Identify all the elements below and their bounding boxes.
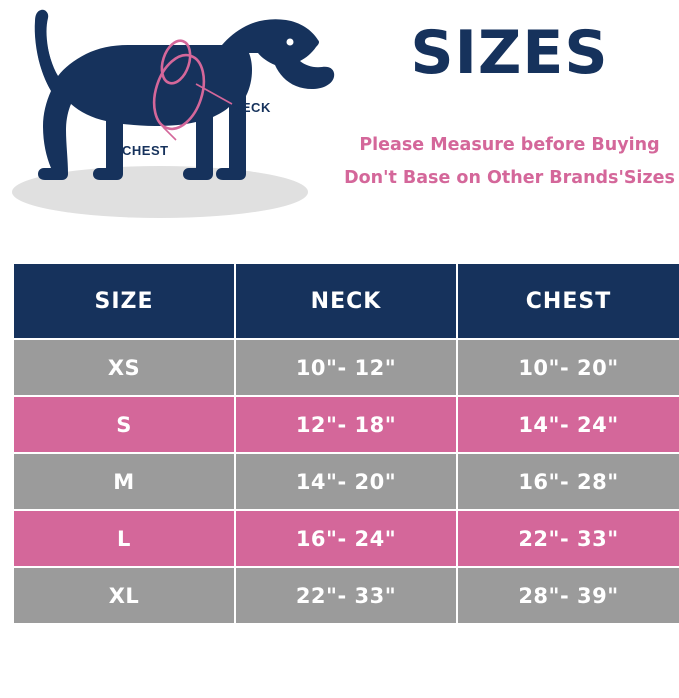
- table-row: [13, 453, 679, 510]
- heading-block: [340, 0, 679, 258]
- header-size: SIZE: [13, 263, 235, 339]
- cell-neck: 10"- 12": [235, 339, 457, 396]
- table-body: [13, 339, 679, 624]
- cell-size: XL: [13, 567, 235, 624]
- cell-neck: 14"- 20": [235, 453, 457, 510]
- dog-silhouette: [35, 10, 334, 180]
- cell-neck: 12"- 18": [235, 396, 457, 453]
- table-row: [13, 567, 679, 624]
- top-section: [0, 0, 679, 258]
- cell-size: S: [13, 396, 235, 453]
- table-header: [13, 263, 679, 339]
- table-row: [13, 510, 679, 567]
- header-chest: CHEST: [457, 263, 679, 339]
- neck-label: NECK: [232, 100, 271, 115]
- cell-chest: 22"- 33": [457, 510, 679, 567]
- cell-chest: 16"- 28": [457, 453, 679, 510]
- dog-eye: [287, 39, 294, 46]
- header-neck: NECK: [235, 263, 457, 339]
- table-header-row: [13, 263, 679, 339]
- dog-figure-svg: [0, 0, 340, 258]
- chest-label: CHEST: [122, 143, 169, 158]
- cell-chest: 14"- 24": [457, 396, 679, 453]
- table-row: [13, 396, 679, 453]
- cell-neck: 16"- 24": [235, 510, 457, 567]
- cell-size: M: [13, 453, 235, 510]
- cell-chest: 28"- 39": [457, 567, 679, 624]
- cell-size: L: [13, 510, 235, 567]
- cell-neck: 22"- 33": [235, 567, 457, 624]
- page-title: SIZES: [410, 18, 609, 88]
- subtitle-line-2: Don't Base on Other Brands'Sizes: [344, 168, 675, 188]
- subtitle-line-1: Please Measure before Buying: [359, 135, 660, 155]
- table-row: [13, 339, 679, 396]
- cell-size: XS: [13, 339, 235, 396]
- size-table: [12, 262, 679, 625]
- cell-chest: 10"- 20": [457, 339, 679, 396]
- dog-illustration: [0, 0, 340, 258]
